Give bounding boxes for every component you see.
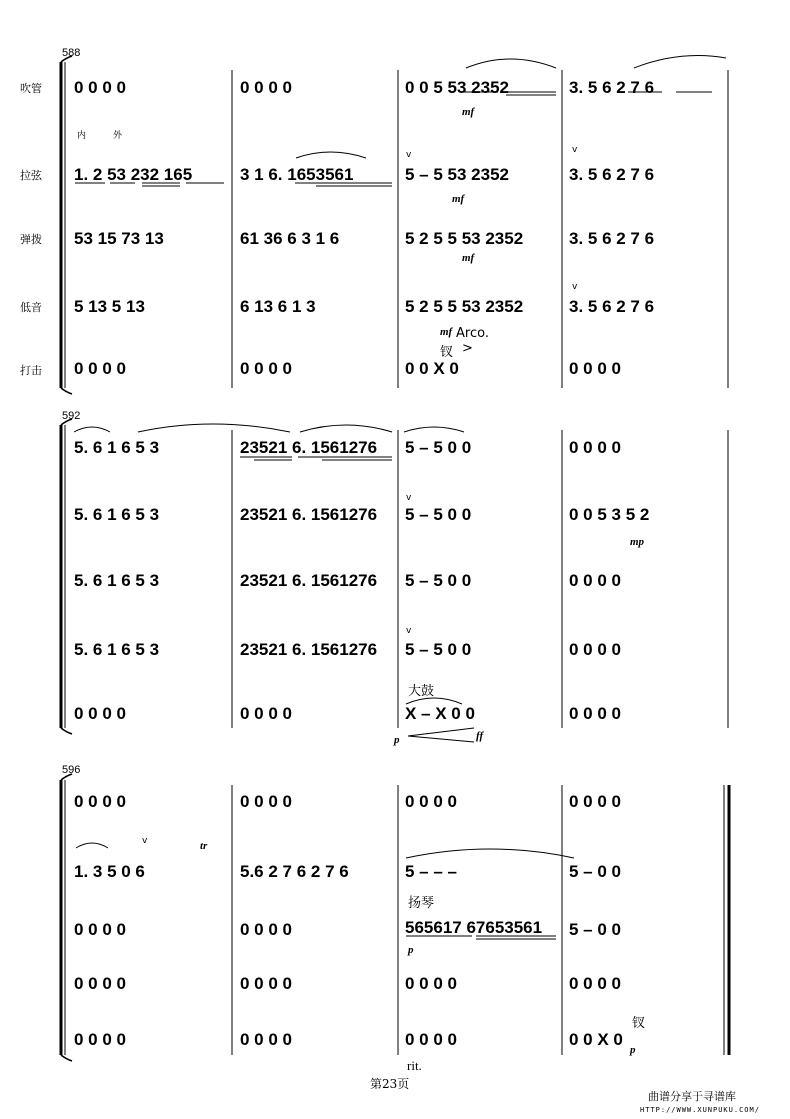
marking-rit: rit. [407,1058,422,1073]
measure-cell: 0 0 0 0 [569,704,621,723]
measure-cell: 0 0 0 0 [405,792,457,811]
measure-cell: 0 0 0 0 [240,78,292,97]
measure-cell: 0 0 0 0 [569,792,621,811]
measure-cell: 0 0 0 0 [569,571,621,590]
measure-cell: 0 0 0 0 [74,792,126,811]
measure-cell: 5.6 2 7 6 2 7 6 [240,862,349,881]
measure-cell: 5. 6 1 6 5 3 [74,571,160,590]
measure-cell: 5 – 5 0 0 [405,640,472,659]
measure-cell: 5 – 5 0 0 [405,438,472,457]
measure-cell: 61 36 6 3 1 6 [240,229,340,248]
measure-number: 592 [62,410,81,422]
measure-cell: 0 0 0 0 [240,359,292,378]
dynamic-mf: mf [440,326,453,338]
upbow-icon: v [406,626,412,636]
measure-cell: 5 – 5 0 0 [405,571,472,590]
measure-cell: 5 – 5 0 0 [405,505,472,524]
marking-accent: > [462,341,473,356]
measure-cell: 53 15 73 13 [74,229,164,248]
measure-cell: 1. 3 5 0 6 [74,862,145,881]
dynamic-ff: ff [476,730,484,742]
instrument-label: 打击 [20,364,42,377]
measure-cell: 0 0 0 0 [74,78,126,97]
measure-cell: 0 0 0 0 [74,359,126,378]
measure-cell: 3. 5 6 2 7 6 [569,78,655,97]
instrument-label: 吹管 [20,82,42,95]
measure-cell: 5 – – – [405,862,457,881]
measure-cell: 23521 6. 1561276 [240,505,378,524]
measure-number: 588 [62,47,81,59]
measure-cell: 0 0 0 0 [74,920,126,939]
measure-cell: 23521 6. 1561276 [240,571,378,590]
measure-cell: 5 – 5 53 2352 [405,165,509,184]
marking-bo: 钗 [440,345,454,360]
page-number: 第23页 [370,1077,410,1091]
measure-cell: X – X 0 0 [405,704,475,723]
marking-dagu: 大鼓 [408,684,435,699]
measure-cell: 0 0 0 0 [240,704,292,723]
measure-cell: 0 0 X 0 [405,359,459,378]
upbow-icon: v [406,493,412,503]
measure-cell: 0 0 0 0 [74,704,126,723]
measure-cell: 0 0 0 0 [240,920,292,939]
measure-cell: 5 – 0 0 [569,862,621,881]
dynamic-p: p [394,734,400,746]
upbow-icon: v [572,145,578,155]
measure-cell: 0 0 5 53 2352 [405,78,509,97]
measure-cell: 0 0 0 0 [405,1030,457,1049]
measure-cell: 5. 6 1 6 5 3 [74,438,160,457]
measure-cell: 0 0 0 0 [405,974,457,993]
measure-cell: 0 0 0 0 [569,640,621,659]
measure-cell: 0 0 0 0 [74,974,126,993]
measure-cell: 3. 5 6 2 7 6 [569,297,655,316]
measure-cell: 3. 5 6 2 7 6 [569,229,655,248]
dynamic-p: p [630,1044,636,1056]
measure-cell: 0 0 X 0 [569,1030,623,1049]
dynamic-mf: mf [462,252,475,264]
measure-cell: 0 0 0 0 [569,438,621,457]
measure-cell: 0 0 0 0 [240,792,292,811]
measure-cell: 0 0 0 0 [569,974,621,993]
instrument-label: 弹拨 [20,233,42,246]
measure-cell: 3. 5 6 2 7 6 [569,165,655,184]
instrument-label: 低音 [20,301,42,314]
watermark-url[interactable]: HTTP://WWW.XUNPUKU.COM/ [640,1106,760,1114]
measure-cell: 5. 6 1 6 5 3 [74,505,160,524]
measure-cell: 0 0 0 0 [569,359,621,378]
measure-cell: 5 2 5 5 53 2352 [405,297,524,316]
measure-cell: 565617 67653561 [405,918,543,937]
marking-trill: tr [200,840,208,852]
measure-cell: 0 0 5 3 5 2 [569,505,650,524]
measure-cell: 23521 6. 1561276 [240,438,378,457]
marking-wai: 外 [113,131,123,141]
marking-nei: 内 [77,131,87,141]
marking-bo: 钗 [632,1016,646,1031]
measure-cell: 6 13 6 1 3 [240,297,316,316]
upbow-icon: v [572,282,578,292]
measure-cell: 1. 2 53 232 165 [74,165,193,184]
marking-yangqin: 扬琴 [408,896,435,911]
marking-arco: Arco. [456,326,489,341]
instrument-label: 拉弦 [20,169,42,182]
dynamic-p: p [408,944,414,956]
measure-cell: 5 – 0 0 [569,920,621,939]
measure-cell: 0 0 0 0 [240,1030,292,1049]
measure-cell: 5. 6 1 6 5 3 [74,640,160,659]
measure-cell: 5 13 5 13 [74,297,145,316]
measure-cell: 0 0 0 0 [74,1030,126,1049]
measure-cell: 0 0 0 0 [240,974,292,993]
dynamic-mf: mf [452,193,465,205]
measure-cell: 23521 6. 1561276 [240,640,378,659]
measure-cell: 3 1 6. 1653561 [240,165,354,184]
upbow-icon: v [406,150,412,160]
dynamic-mf: mf [462,106,475,118]
measure-cell: 5 2 5 5 53 2352 [405,229,524,248]
measure-number: 596 [62,764,81,776]
upbow-icon: v [142,836,148,846]
watermark-text: 曲谱分享于寻谱库 [648,1090,736,1103]
dynamic-mp: mp [630,536,645,548]
